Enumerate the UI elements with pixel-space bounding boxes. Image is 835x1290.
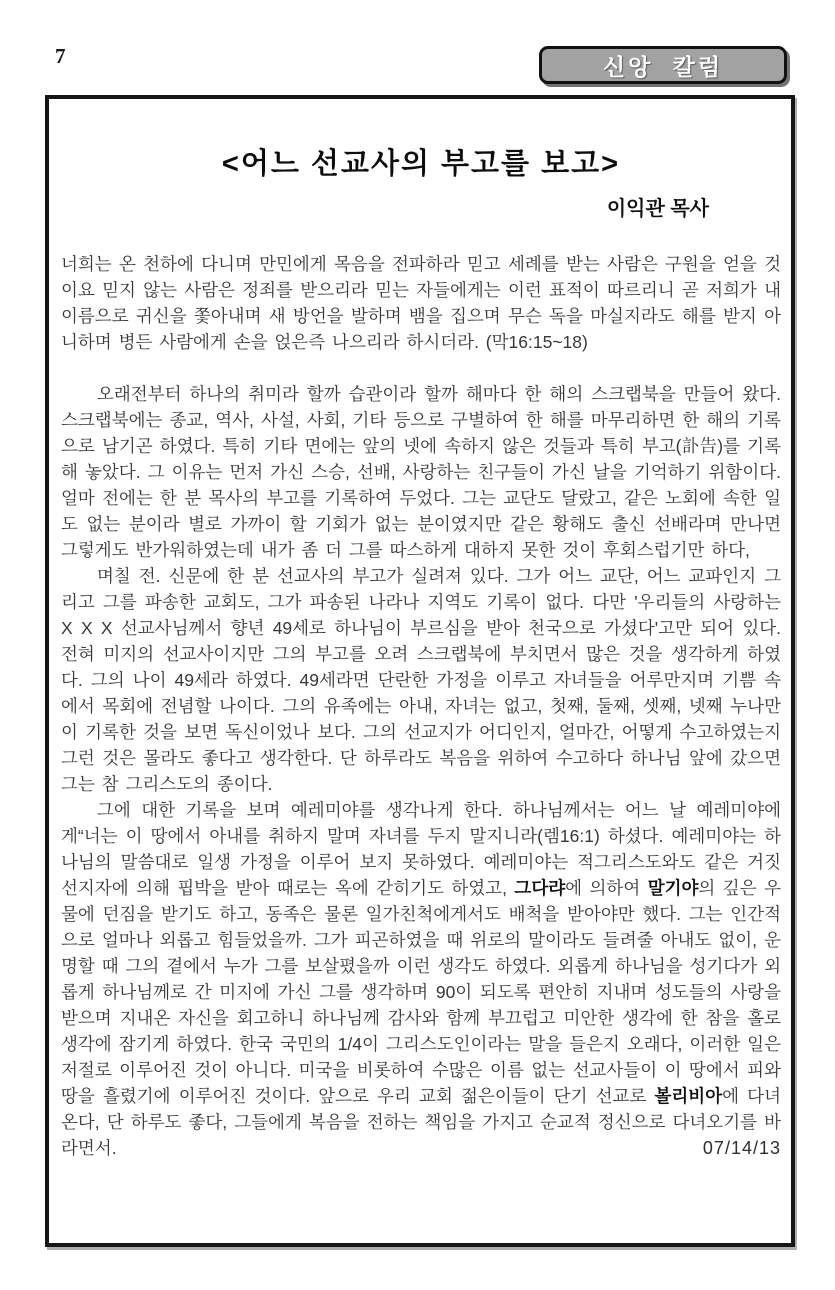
paragraph-3 xyxy=(61,797,781,1161)
section-badge: 신앙 칼럼 xyxy=(539,46,787,84)
paragraph-text: 오래전부터 하나의 취미라 할까 습관이라 할까 해마다 한 해의 스크랩북을 만들어 왔다. 스크랩북에는 종교, 역사, 사설, 사회, 기타 등으로 구별하여 한 해를 마무리하면 한 해의 기록으로 남기곤 하였다. 특히 기타 면에는 앞의 넷에 속하지 않은 것들과 특히 부고(訃告)를 기록해 놓았다. 그 이유는 먼저 가신 스승, 선배, 사랑하는 친구들이 가신 날을 기억하기 위함이다. 얼마 전에는 한 분 목사의 부고를 기록하여 두었다. 그는 교단도 달랐고, 같은 노회에 속한 일도 없는 분이라 별로 가까이 할 기회가 없는 분이였지만 같은 황해도 출신 선배라며 만나면 그렇게도 반가워하였는데 내가 좀 더 그를 따스하게 대하지 못한 것이 후회스럽기만 하다, xyxy=(61,384,781,560)
bold-term: 볼리비아 xyxy=(654,1086,723,1106)
article-body xyxy=(61,381,781,1161)
paragraph-text: 에 다녀온다, 단 하루도 좋다, 그들에게 복음을 전하는 책임을 가지고 순교적 정신으로 다녀오기를 바라면서. xyxy=(61,1086,781,1158)
paragraph-1 xyxy=(61,381,781,563)
scripture-quote: 너희는 온 천하에 다니며 만민에게 목음을 전파하라 믿고 세례를 받는 사람은 구원을 얻을 것이요 믿지 않는 사람은 정죄를 받으리라 믿는 자들에게는 이런 표적이 따르리니 곧 저희가 내 이름으로 귀신을 쫓아내며 새 방언을 발하며 뱀을 집으며 무슨 독을 마실지라도 해를 받지 아니하며 병든 사람에게 손을 얹은즉 나으리라 하시더라. (막16:15~18) xyxy=(61,254,781,352)
paragraph-text: 에 의하여 xyxy=(565,878,648,898)
bold-term: 말기야 xyxy=(647,878,699,898)
article-date: 07/14/13 xyxy=(702,1138,781,1158)
article-frame xyxy=(45,95,795,1247)
paragraph-text: 며칠 전. 신문에 한 분 선교사의 부고가 실려져 있다. 그가 어느 교단, 어느 교파인지 그리고 그를 파송한 교회도, 그가 파송된 나라나 지역도 기록이 없다. 다만 '우리들의 사랑하는 X X X 선교사님께서 향년 49세로 하나님이 부르심을 받아 천국으로 가셨다'고만 되어 있다. 전혀 미지의 선교사이지만 그의 부고를 오려 스크랩북에 부치면서 많은 것을 생각하게 하였다. 그의 나이 49세라 하였다. 49세라면 단란한 가정을 이루고 자녀들을 어루만지며 기쁨 속에서 목회에 전념할 나이다. 그의 유족에는 아내, 자녀는 없고, 첫째, 둘째, 셋째, 넷째 누나만이 기록한 것을 보면 독신이었나 보다. 그의 선교지가 어디인지, 얼마간, 어떻게 수고하였는지 그런 것은 몰라도 좋다고 생각한다. 단 하루라도 복음을 위하여 수고하다 하나님 앞에 갔으면 그는 참 그리스도의 종이다. xyxy=(61,566,781,794)
bold-term: 그다랴 xyxy=(514,878,566,898)
page-number: 7 xyxy=(55,44,66,68)
article-title: <어느 선교사의 부고를 보고> xyxy=(221,148,621,180)
paragraph-text: 의 깊은 우물에 던짐을 받기도 하고, 동족은 물론 일가친척에게서도 배척을 받아야만 했다. 그는 인간적으로 얼마나 외롭고 힘들었을까. 그가 피곤하였을 때 위로의 말이라도 들려줄 아내도 없이, 운명할 때 그의 곁에서 누가 그를 보살폈을까 이런 생각도 하였다. 외롭게 하나님을 성기다가 외롭게 하나님께로 간 미지에 가신 그를 생각하며 90이 되도록 편안히 지내며 성도들의 사랑을 받으며 지내온 자신을 회고하니 하나님께 감사와 함께 부끄럽고 미안한 생각에 한 참을 홀로 생각에 잠기게 하였다. 한국 국민의 1/4이 그리스도인이라는 말을 들은지 오래다, 이러한 일은 저절로 이루어진 것이 아니다. 미국을 비롯하여 수많은 이름 없는 선교사들이 이 땅에서 피와 땅을 흘렸기에 이루어진 것이다. 앞으로 우리 교회 젊은이들이 단기 선교로 xyxy=(61,878,781,1106)
paragraph-2 xyxy=(61,563,781,797)
paragraph-text: 그에 대한 기록을 보며 예레미야를 생각나게 한다. 하나님께서는 어느 날 예레미야에게“너는 이 땅에서 아내를 취하지 말며 자녀를 두지 말지니라(렘16:1) 하셨다. 예레미야는 하나님의 말씀대로 일생 가정을 이루어 보지 못하였다. 예레미야는 적그리스도와도 같은 거짓 선지자에 의해 핍박을 받아 때로는 옥에 갇히기도 하였고, xyxy=(61,800,782,898)
article-author: 이익관 목사 xyxy=(606,198,709,220)
